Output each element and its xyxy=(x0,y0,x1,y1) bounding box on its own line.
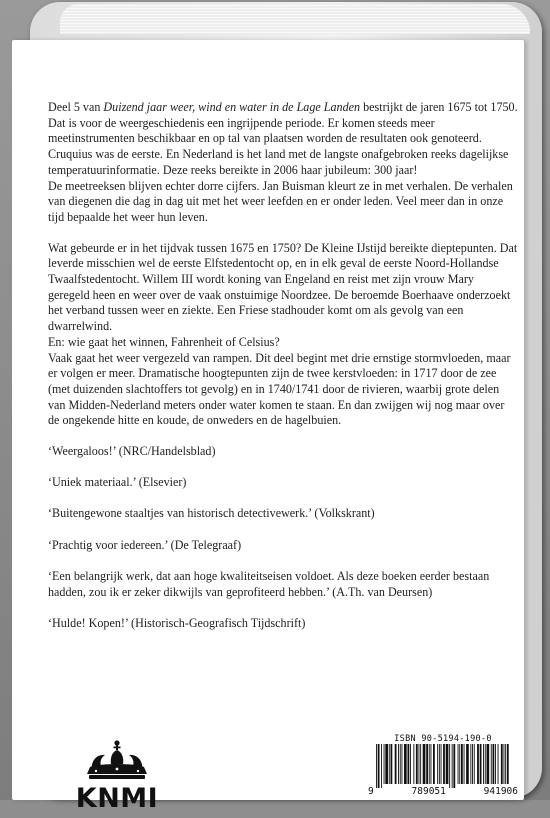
blurb-paragraph-1: Deel 5 van Duizend jaar weer, wind en water in de Lage Landen bestrijkt de jaren 1675 tot 1750. Dat is voor de weergeschiedenis een ingrijpende periode. Er komen steeds meer meetinstrumenten beschikbaar en op tal van plaatsen worden de resultaten ook genoteerd. xyxy=(48,100,518,146)
back-cover xyxy=(12,40,524,814)
barcode-digit-first: 9 xyxy=(368,786,374,797)
blurb-paragraph-2: Cruquius was de eerste. En Nederland is het land met de langste onafgebroken reeks dagelijkse temperatuurinformatie. Deze reeks bereikte in 2006 haar jubileum: 300 jaar! xyxy=(48,147,509,177)
review-quote: ‘Weergaloos!’ (NRC/Handelsblad) xyxy=(48,444,216,459)
review-quote: ‘Hulde! Kopen!’ (Historisch-Geografisch Tijdschrift) xyxy=(48,615,306,630)
book-series-title: Duizend jaar weer, wind en water in de Lage Landen xyxy=(103,100,361,114)
review-quote: ‘Een belangrijk werk, dat aan hoge kwaliteitseisen voldoet. Als deze boeken eerder bestaan hadden, zou ik er zeker dikwijls van geprofiteerd hebben.’ (A.Th. van Deursen) xyxy=(48,568,490,599)
blurb-paragraph-5: En: wie gaat het winnen, Fahrenheit of Celsius? xyxy=(48,334,280,349)
crown-icon xyxy=(72,738,162,786)
blurb-paragraph-4: Wat gebeurde er in het tijdvak tussen 1675 en 1750? De Kleine IJstijd bereikte dieptepunten. Dat leverde misschien wel de eerste Elfstedentocht op, en in elk geval de eerste Noord-Hollandse Twaalfstedentocht. Willem III wordt koning van Engeland en reist met zijn vrouw Mary geregeld heen en weer over de vaak onstuimige Noordzee. De beroemde Boerhaave onderzoekt het verband tussen weer en ziekte. Een Friese stadhouder komt om als gevolg van een dwarrelwind. xyxy=(48,240,518,334)
barcode-digits-right: 941906 xyxy=(483,786,518,797)
knmi-logo-text: KNMI xyxy=(75,783,159,814)
review-quote: ‘Prachtig voor iedereen.’ (De Telegraaf) xyxy=(48,537,242,552)
barcode-digits xyxy=(366,786,520,797)
blurb-text xyxy=(48,100,518,647)
barcode-digits-left: 789051 xyxy=(411,786,446,797)
barcode-icon xyxy=(370,744,516,788)
blurb-paragraph-3: De meetreeksen blijven echter dorre cijfers. Jan Buisman kleurt ze in met verhalen. De verhalen van diegenen die dag in dag uit met het weer leefden en er onder leden. Veel meer dan in onze tijd bepaalde het weer hun leven. xyxy=(48,178,513,224)
knmi-logo xyxy=(72,738,162,818)
isbn-barcode-block xyxy=(366,734,520,804)
book-top-edge xyxy=(60,4,530,34)
review-quote: ‘Buitengewone staaltjes van historisch detectivewerk.’ (Volkskrant) xyxy=(48,506,375,521)
blurb-paragraph-6: Vaak gaat het weer vergezeld van rampen. Dit deel begint met drie ernstige stormvloeden, maar er volgen er meer. Dramatische hoogtepunten zijn de twee kerstvloeden: in 1717 door de zee (met duizenden slachtoffers tot gevolg) en in 1740/1741 door de rivieren, waarbij grote delen van Midden-Nederland meters onder water komen te staan. En dan zwijgen wij nog maar over de ongekende hitte en koude, de onweders en de hagelbuien. xyxy=(48,350,511,428)
isbn-label: ISBN 90-5194-190-0 xyxy=(394,734,492,744)
review-quote: ‘Uniek materiaal.’ (Elsevier) xyxy=(48,475,187,490)
